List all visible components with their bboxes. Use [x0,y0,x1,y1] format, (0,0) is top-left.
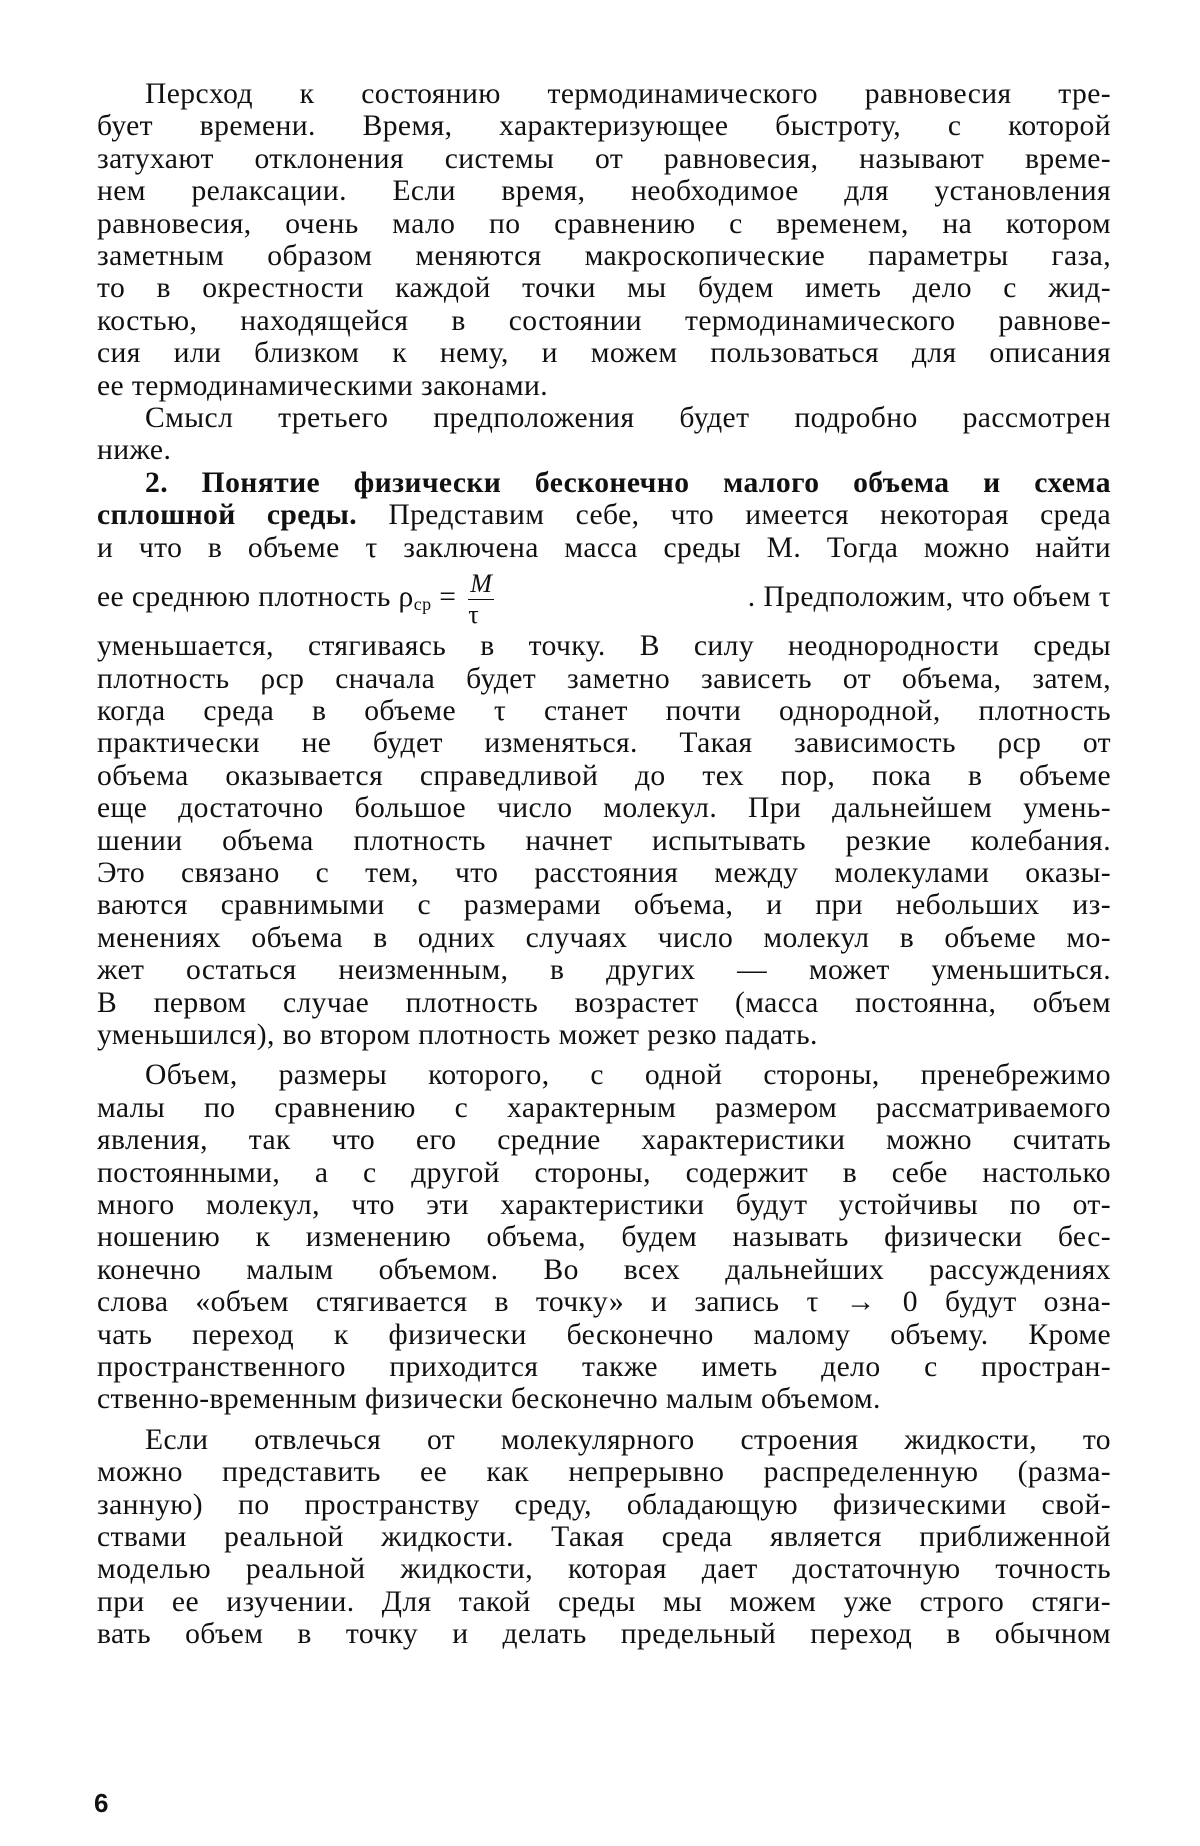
text-line: плотность ρср сначала будет заметно зависеть от объема, затем, [97,662,1111,695]
text-line: и что в объеме τ заключена масса среды М. Тогда можно найти [97,531,1111,564]
text-line: моделью реальной жидкости, которая дает достаточную точность [97,1553,1111,1586]
text-line: конечно малым объемом. Во всех дальнейших рассуждениях [97,1253,1111,1286]
text-line: при ее изучении. Для такой среды мы можем уже строго стяги- [97,1585,1111,1618]
text-line: ствами реальной жидкости. Такая среда является приближенной [97,1521,1111,1554]
section-2-body [97,630,1111,1051]
text-line: заметным образом меняются макроскопические параметры газа, [97,240,1111,273]
text-line: Если отвлечься от молекулярного строения жидкости, то [145,1423,1111,1456]
text-line: В первом случае плотность возрастет (масса постоянна, объем [97,986,1111,1019]
text-line: ваются сравнимыми с размерами объема, и при небольших из- [97,889,1111,922]
text-line: сия или близком к нему, и можем пользоваться для описания [97,337,1111,370]
text-line: равновесия, очень мало по сравнению с временем, на котором [97,207,1111,240]
text-line: то в окрестности каждой точки мы будем иметь дело с жид- [97,272,1111,305]
text-line: объема оказывается справедливой до тех пор, пока в объеме [97,759,1111,792]
section-heading: 2. Понятие физически бесконечно малого объема и схема [145,466,1111,499]
text-line: Объем, размеры которого, с одной стороны, пренебрежимо [145,1059,1111,1092]
text-line: занную) по пространству среду, обладающую физическими свой- [97,1488,1111,1521]
text-line: ношению к изменению объема, будем называть физически бес- [97,1221,1111,1254]
text-line: можно представить ее как непрерывно распределенную (разма- [97,1456,1111,1489]
text-line: жет остаться неизменным, в других — может уменьшиться. [97,954,1111,987]
text-line: вать объем в точку и делать предельный переход в обычном [97,1618,1111,1651]
formula-lead: ее среднюю плотность $\rho_{ср}$ = $\frac{M}{\tau}$ [97,568,493,629]
density-formula-line [97,564,1111,630]
text-line: явления, так что его средние характеристики можно считать [97,1124,1111,1157]
text-line: чать переход к физически бесконечно малому объему. Кроме [97,1318,1111,1351]
text-line: еще достаточно большое число молекул. При дальнейшем умень- [97,792,1111,825]
paragraph-relaxation [97,78,1111,402]
text-line: ее термодинамическими законами. [97,369,549,402]
text-line: уменьшается, стягиваясь в точку. В силу неоднородности среды [97,630,1111,663]
text-line: слова «объем стягивается в точку» и запись τ → 0 будут озна- [97,1286,1111,1319]
text-line: менениях объема в одних случаях число молекул в объеме мо- [97,921,1111,954]
formula-tail: . Предположим, что объем τ [747,581,1111,614]
text-line: ственно-временным физически бесконечно малым объемом. [97,1383,881,1416]
page-number: 6 [94,1788,109,1818]
text-line: ниже. [97,434,172,467]
text-line: затухают отклонения системы от равновесия, называют време- [97,142,1111,175]
text-line: нем релаксации. Если время, необходимое для установления [97,175,1111,208]
text-line: Перcход к состоянию термодинамического равновесия тре- [145,78,1111,110]
section-2 [97,467,1111,1052]
text-line: постоянными, а с другой стороны, содержит в себе настолько [97,1156,1111,1189]
text-line: когда среда в объеме τ станет почти однородной, плотность [97,694,1111,727]
mass-over-volume-fraction: $\frac{M}{\tau}$ [468,568,493,629]
text-line: много молекул, что эти характеристики будут устойчивы по от- [97,1189,1111,1221]
text-line: малы по сравнению с характерным размером рассматриваемого [97,1091,1111,1124]
text-line: практически не будет изменяться. Такая зависимость ρср от [97,727,1111,760]
text-line: костью, находящейся в состоянии термодинамического равнове- [97,304,1111,337]
paragraph-third-assumption [97,402,1111,467]
paragraph-continuum [97,1424,1111,1651]
body-text [97,78,1111,1651]
text-line: шении объема плотность начнет испытывать резкие колебания. [97,824,1111,857]
text-line: пространственного приходится также иметь дело с простран- [97,1351,1111,1384]
text-line: Смысл третьего предположения будет подробно рассмотрен [145,402,1111,435]
paragraph-physical-volume [97,1059,1111,1415]
text-line: Это связано с тем, что расстояния между молекулами оказы- [97,856,1111,889]
text-line: бует времени. Время, характеризующее быстроту, с которой [97,110,1111,143]
section-heading-cont: сплошной среды. Представим себе, что имеется некоторая среда [97,499,1112,532]
text-line: уменьшился), во втором плотность может резко падать. [97,1018,818,1051]
